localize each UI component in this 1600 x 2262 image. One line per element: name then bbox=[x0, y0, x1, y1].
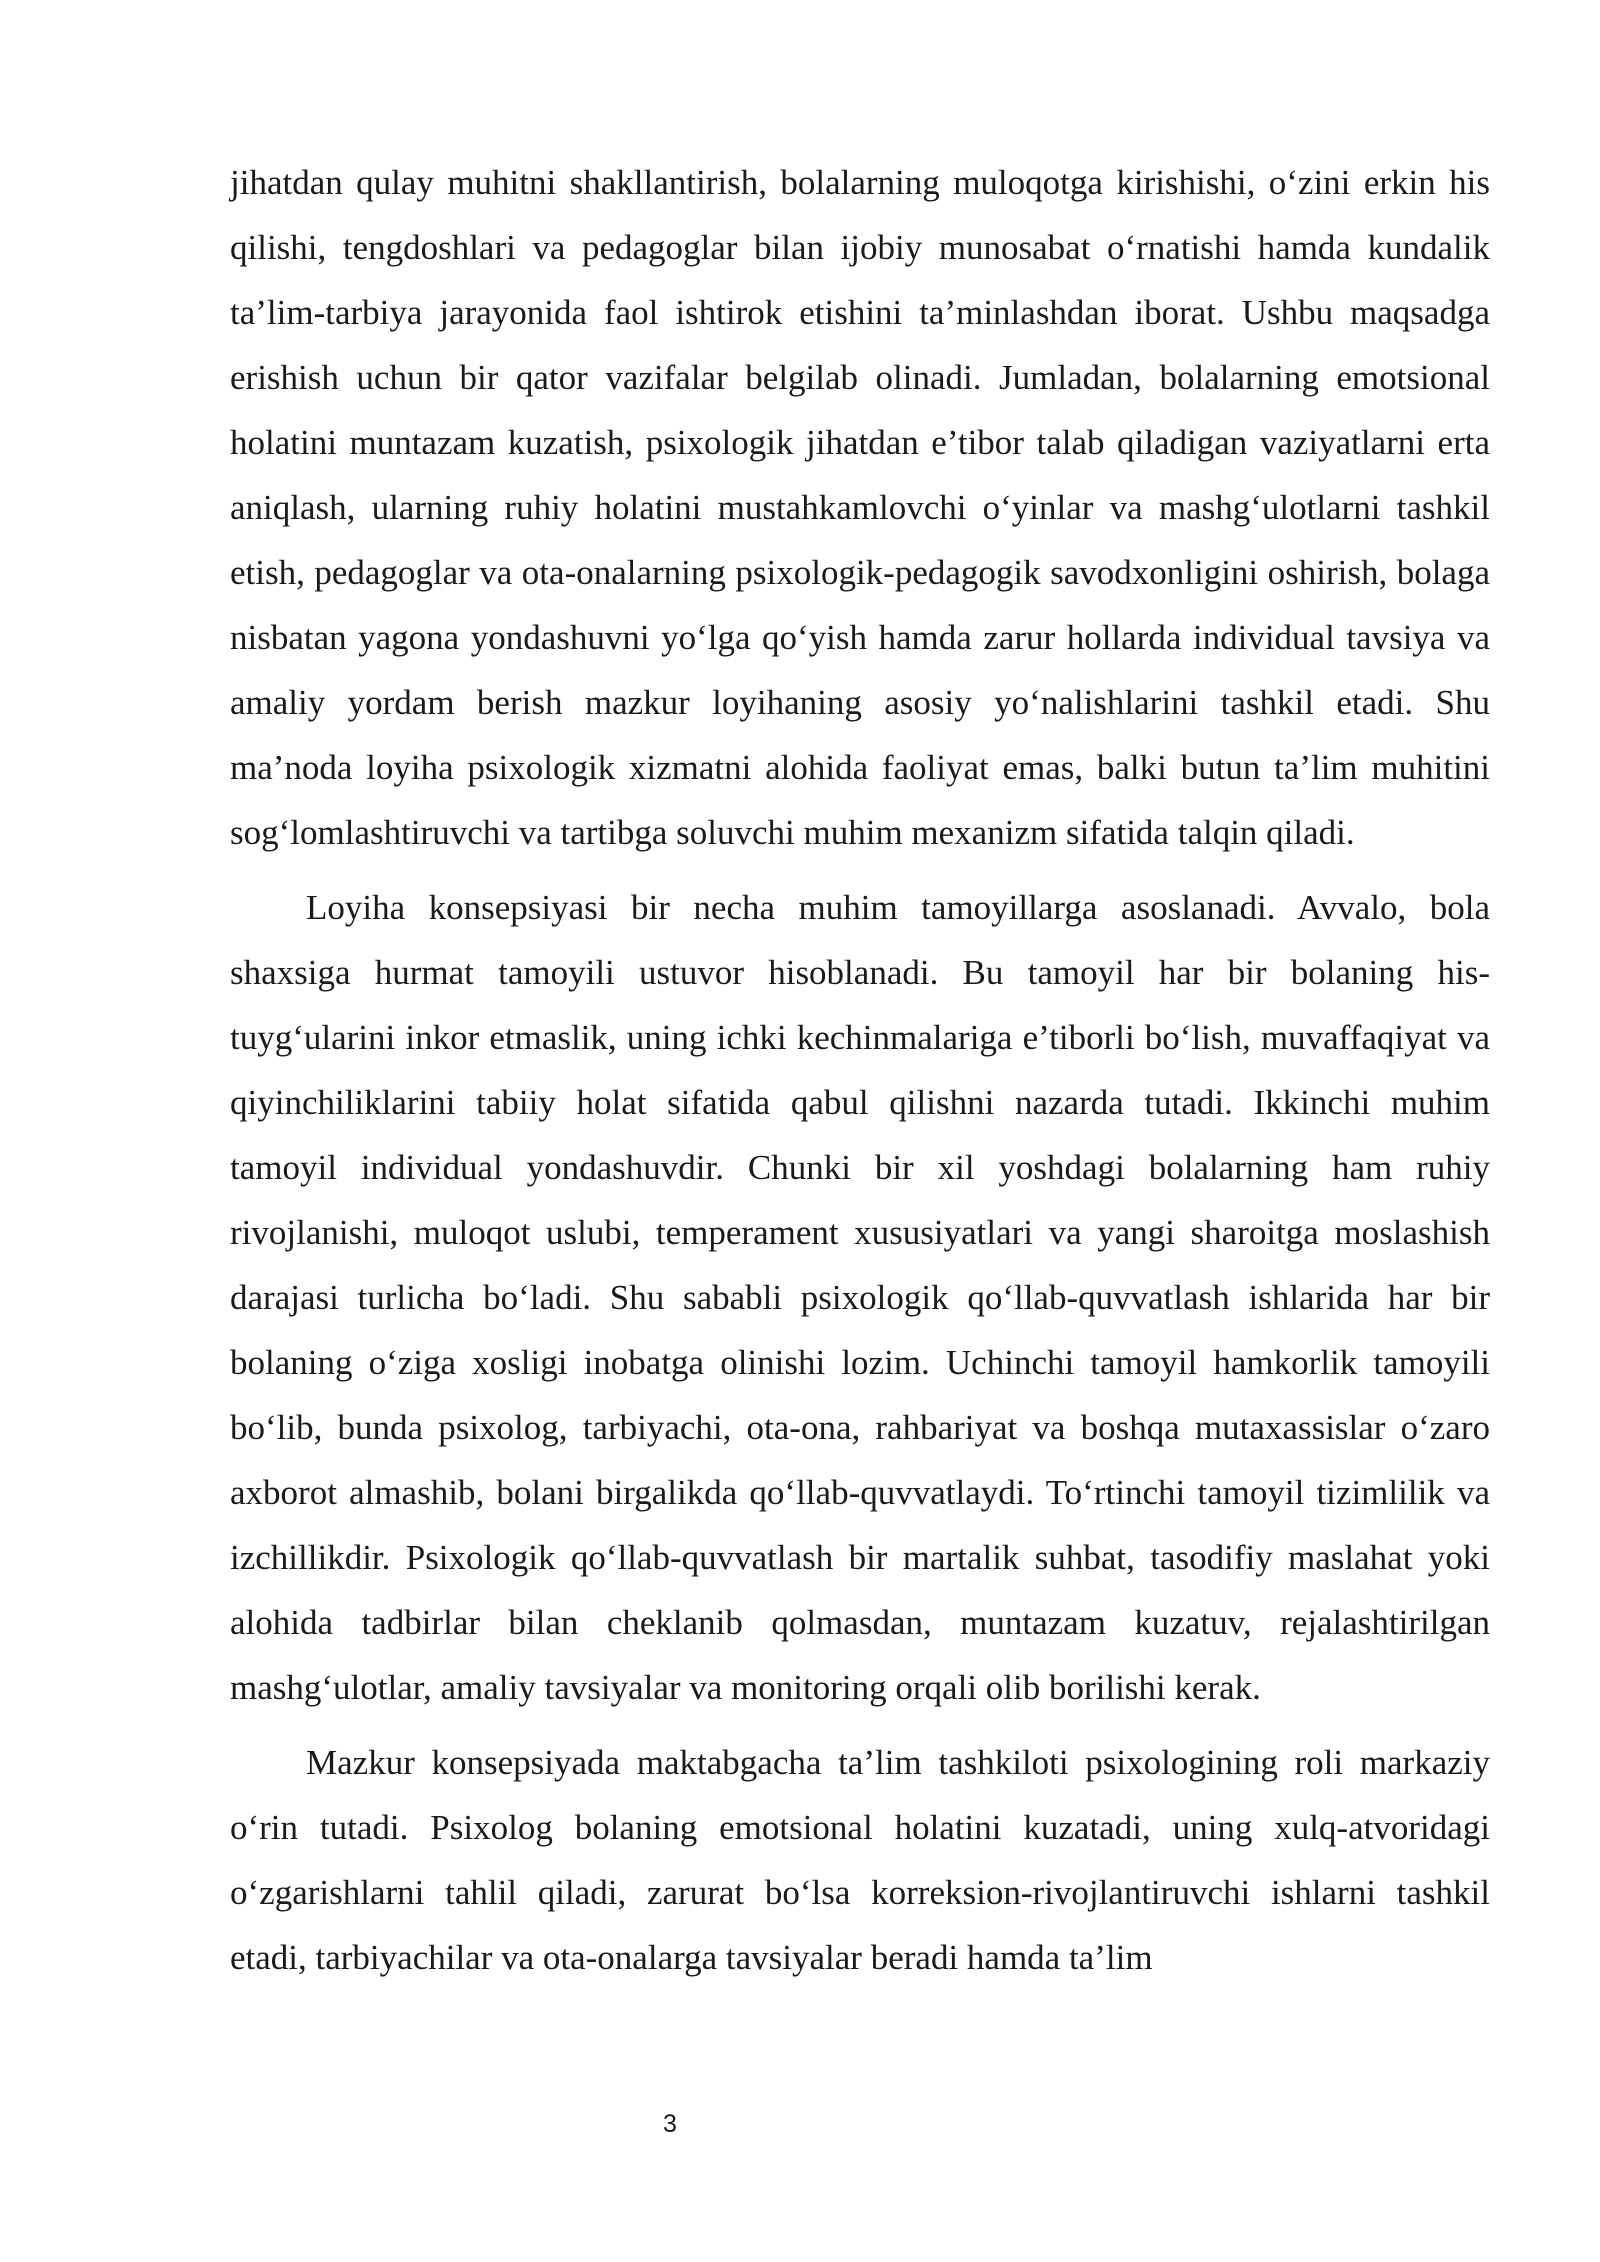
page-number: 3 bbox=[663, 2110, 677, 2138]
paragraph-2: Loyiha konsepsiyasi bir necha muhim tamoyillarga asoslanadi. Avvalo, bola shaxsiga hurmat tamoyili ustuvor hisoblanadi. Bu tamoyil har bir bolaning his-tuyg‘ularini inkor etmaslik, uning ichki kechinmalariga e’tiborli bo‘lish, muvaffaqiyat va qiyinchiliklarini tabiiy holat sifatida qabul qilishni nazarda tutadi. Ikkinchi muhim tamoyil individual yondashuvdir. Chunki bir xil yoshdagi bolalarning ham ruhiy rivojlanishi, muloqot uslubi, temperament xususiyatlari va yangi sharoitga moslashish darajasi turlicha bo‘ladi. Shu sababli psixologik qo‘llab-quvvatlash ishlarida har bir bolaning o‘ziga xosligi inobatga olinishi lozim. Uchinchi tamoyil hamkorlik tamoyili bo‘lib, bunda psixolog, tarbiyachi, ota-ona, rahbariyat va boshqa mutaxassislar o‘zaro axborot almashib, bolani birgalikda qo‘llab-quvvatlaydi. To‘rtinchi tamoyil tizimlilik va izchillikdir. Psixologik qo‘llab-quvvatlash bir martalik suhbat, tasodifiy maslahat yoki alohida tadbirlar bilan cheklanib qolmasdan, muntazam kuzatuv, rejalashtirilgan mashg‘ulotlar, amaliy tavsiyalar va monitoring orqali olib borilishi kerak. bbox=[230, 888, 1490, 1707]
paragraph-1: jihatdan qulay muhitni shakllantirish, bolalarning muloqotga kirishishi, o‘zini erkin his qilishi, tengdoshlari va pedagoglar bilan ijobiy munosabat o‘rnatishi hamda kundalik ta’lim-tarbiya jarayonida faol ishtirok etishini ta’minlashdan iborat. Ushbu maqsadga erishish uchun bir qator vazifalar belgilab olinadi. Jumladan, bolalarning emotsional holatini muntazam kuzatish, psixologik jihatdan e’tibor talab qiladigan vaziyatlarni erta aniqlash, ularning ruhiy holatini mustahkamlovchi o‘yinlar va mashg‘ulotlarni tashkil etish, pedagoglar va ota-onalarning psixologik-pedagogik savodxonligini oshirish, bolaga nisbatan yagona yondashuvni yo‘lga qo‘yish hamda zarur hollarda individual tavsiya va amaliy yordam berish mazkur loyihaning asosiy yo‘nalishlarini tashkil etadi. Shu ma’noda loyiha psixologik xizmatni alohida faoliyat emas, balki butun ta’lim muhitini sog‘lomlashtiruvchi va tartibga soluvchi muhim mexanizm sifatida talqin qiladi. bbox=[230, 163, 1490, 852]
body-text bbox=[230, 150, 1490, 2000]
paragraph-3: Mazkur konsepsiyada maktabgacha ta’lim tashkiloti psixologining roli markaziy o‘rin tutadi. Psixolog bolaning emotsional holatini kuzatadi, uning xulq-atvoridagi o‘zgarishlarni tahlil qiladi, zarurat bo‘lsa korreksion-rivojlantiruvchi ishlarni tashkil etadi, tarbiyachilar va ota-onalarga tavsiyalar beradi hamda ta’lim bbox=[230, 1743, 1490, 1977]
